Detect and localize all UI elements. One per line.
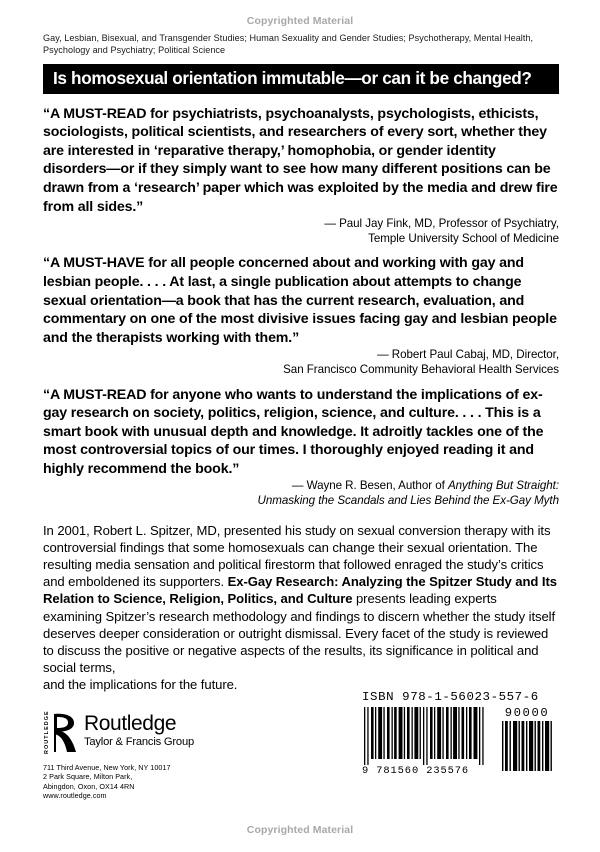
attribution-line-1: — Paul Jay Fink, MD, Professor of Psychiatry, <box>324 217 559 231</box>
watermark-top: Copyrighted Material <box>246 15 354 27</box>
ean5-bars-icon <box>500 721 554 771</box>
description-part-3: and the implications for the future. <box>43 677 238 693</box>
attribution-book-title-part-2: Unmasking the Scandals and Lies Behind the Ex-Gay Myth <box>257 494 559 508</box>
ean13-barcode <box>362 707 492 777</box>
address-line-3: Abingdon, Oxon, OX14 4RN <box>43 781 135 791</box>
publisher-block <box>43 712 303 801</box>
ean5-supplement <box>500 707 554 771</box>
address-line-2: 2 Park Square, Milton Park, <box>43 772 133 782</box>
description-book-title: Ex-Gay Research: Analyzing the Spitzer Study and Its Relation to Science, Religion, Politics, and Culture <box>43 574 557 607</box>
cover-footer <box>0 690 600 820</box>
isbn-barcode-block <box>362 690 562 777</box>
barcode-row <box>362 707 562 777</box>
headline-banner <box>43 64 559 94</box>
blurb-attribution <box>43 348 559 377</box>
attribution-line-1 <box>43 479 559 494</box>
description-part-2: presents leading experts examining Spitzer’s research methodology and findings to discern whether the study itself deserves deeper consideration or outright dismissal. Every facet of the study is reviewed to discuss the positive or negative aspects of the results, its significance in political and social terms, <box>43 591 556 676</box>
blurb-quote-2 <box>43 254 559 377</box>
address-line-1: 711 Third Avenue, New York, NY 10017 <box>43 763 171 772</box>
book-description <box>43 522 559 694</box>
routledge-r-mark-icon <box>52 712 78 754</box>
blurb-quote-1 <box>43 105 559 247</box>
attribution-line-2: Temple University School of Medicine <box>368 231 559 245</box>
blurb-attribution <box>43 217 559 246</box>
publisher-website[interactable]: www.routledge.com <box>43 791 107 801</box>
blurb-quote-3 <box>43 386 559 509</box>
ean13-digits: 9 781560 235576 <box>362 765 470 777</box>
routledge-wordmark <box>84 712 194 749</box>
attribution-line-2: San Francisco Community Behavioral Health Services <box>283 362 559 376</box>
routledge-logo <box>43 712 303 754</box>
attribution-author: — Wayne R. Besen, Author of <box>291 479 448 493</box>
ean5-digits: 90000 <box>504 706 550 720</box>
watermark-bottom: Copyrighted Material <box>246 824 354 836</box>
publisher-tagline: Taylor & Francis Group <box>84 736 194 748</box>
blurb-text: “A MUST-READ for psychiatrists, psychoanalysts, psychologists, ethicists, sociologists, political scientists, and researchers of every sort, whether they are interested in ‘reparative therapy,’ homophobia, or gender identity disorders—or if they simply want to see how many different positions can be drawn from a ‘research’ paper which was exploited by the media and drew fire from all sides.” <box>43 105 558 215</box>
attribution-book-title-part-1: Anything But Straight: <box>447 479 559 493</box>
publisher-address <box>43 763 303 801</box>
isbn-label: ISBN 978-1-56023-557-6 <box>362 690 539 704</box>
blurb-text: “A MUST-HAVE for all people concerned about and working with gay and lesbian people. . . . At last, a single publication about attempts to change sexual orientation—a book that has the current research, evaluation, and commentary on one of the most divisive issues facing gay and lesbian people and the therapists working with them.” <box>43 255 557 346</box>
publisher-name: Routledge <box>84 712 177 735</box>
routledge-vertical-wordmark: ROUTLEDGE <box>44 710 50 754</box>
subject-categories: Gay, Lesbian, Bisexual, and Transgender Studies; Human Sexuality and Gender Studies; Psychotherapy, Mental Health, Psychology and Psychiatry; Political Science <box>43 33 534 55</box>
headline-text: Is homosexual orientation immutable—or can it be changed? <box>53 68 532 89</box>
attribution-line-1: — Robert Paul Cabaj, MD, Director, <box>377 348 559 362</box>
blurb-text: “A MUST-READ for anyone who wants to understand the implications of ex-gay research on society, politics, religion, science, and culture. . . . This is a smart book with unusual depth and knowledge. It adroitly tackles one of the most controversial topics of our times. I thoroughly enjoyed reading it and highly recommend the book.” <box>43 386 544 477</box>
ean13-bars-icon <box>362 707 492 765</box>
description-part-1: In 2001, Robert L. Spitzer, MD, presented his study on sexual conversion therapy with its controversial findings that some homosexuals can change their sexual orientation. The resulting media sensation and political firestorm that followed enraged the study’s critics and emboldened its supporters. <box>43 522 551 590</box>
cover-content <box>43 33 559 694</box>
blurb-attribution <box>43 479 559 508</box>
